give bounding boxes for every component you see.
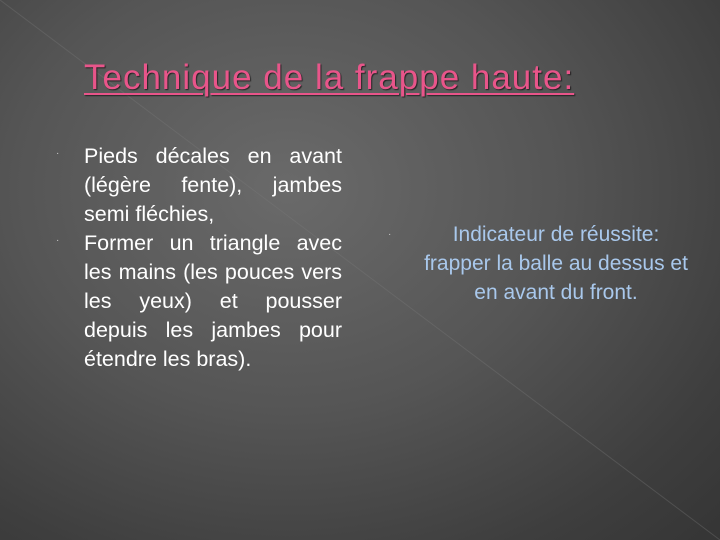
left-column [50, 142, 342, 374]
bullet-icon: · [56, 148, 60, 159]
right-bullet-item-1 [384, 220, 694, 307]
left-bullet-text-1: Pieds décales en avant (légère fente), jambes semi fléchies, [84, 144, 342, 226]
bullet-icon: · [56, 235, 60, 246]
left-bullet-text-2: Former un triangle avec les mains (les pouces vers les yeux) et pousser depuis les jambes pour étendre les bras). [84, 231, 342, 371]
left-bullet-item-2 [50, 229, 342, 374]
slide-title: Technique de la frappe haute: [84, 58, 575, 97]
right-bullet-text-1: Indicateur de réussite: frapper la balle au dessus et en avant du front. [424, 223, 688, 304]
bullet-icon: · [388, 229, 392, 240]
right-column [384, 220, 694, 307]
left-bullet-item-1 [50, 142, 342, 229]
